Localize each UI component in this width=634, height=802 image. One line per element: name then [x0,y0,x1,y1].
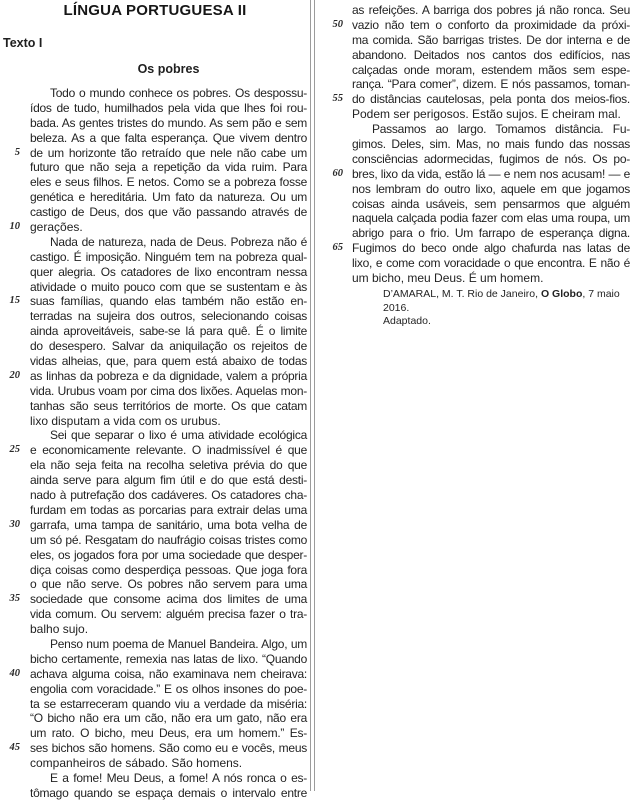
line-text: as linhas da pobreza e da dignidade, valem a própria [30,368,307,383]
line-text: o que não serve. Os pobres não servem para uma [30,577,307,592]
line-number [0,250,20,265]
line-number [0,116,20,131]
citation-source: O Globo [540,288,583,300]
text-line [0,488,310,503]
line-text: nado à putrefação dos cadáveres. Os catadores cha- [30,488,307,503]
line-number [0,414,20,429]
line-number [0,577,20,592]
line-number [0,533,20,548]
text-line [0,741,310,756]
text-line [0,682,310,697]
text-line [0,235,310,250]
line-number [0,711,20,726]
text-line [0,86,310,101]
line-text: bicho certamente, remexia nas latas de lixo. “Quando [30,651,307,666]
text-line [317,3,630,18]
line-number [0,682,20,697]
line-text: lixo, e come com voracidade o que encontra. E não é [352,256,630,271]
line-text: diça coisas como desperdiça pessoas. Que joga fora [30,562,307,577]
left-column [0,86,310,801]
line-text: as refeições. A barriga dos pobres já não ronca. Seu [352,3,630,17]
line-text: terradas na sujeira dos outros, selecionando coisas [30,309,307,324]
line-text: bada. As gentes tristes do mundo. As sem pão e sem [30,115,307,130]
line-text: Podem ser perigosos. Estão sujos. E cheiram mal. [352,107,621,122]
text-line [0,220,310,235]
line-text: companheiros de sábado. São homens. [30,756,243,771]
text-line [0,175,310,190]
text-line [0,354,310,369]
line-number: 60 [332,167,343,179]
line-text: rança. “Para comer”, dizem. E nós passamos, toman- [352,77,630,92]
line-number [317,122,343,137]
line-text: bres, lixo da vida, estão lá — e nem nos acusam! — e [352,166,630,181]
text-line [317,167,630,182]
line-text: um bicho, meu Deus. É um homem. [352,271,544,286]
line-number: 25 [9,444,20,456]
citation-date: , 7 maio 2016. [383,288,620,314]
line-text: ta se estarreceram quando viu a verdade da miséria: [30,696,307,711]
line-text: atividade o muito pouco com que se sustentam e às [30,279,307,294]
line-text: naquela calçada podia fazer com elas uma roupa, um [352,211,630,226]
text-line [0,280,310,295]
line-text: Penso num poema de Manuel Bandeira. Algo, um [50,636,307,651]
line-text: Sei que separar o lixo é uma atividade ecológica [50,428,307,443]
text-line [317,107,630,122]
line-number [317,77,343,92]
line-number: 35 [9,593,20,605]
line-text: ma comida. São barrigas tristes. De dor interna e de [352,32,630,47]
line-text: vidas alheias, que, para quem está abaixo de todas [30,354,307,369]
line-number: 55 [332,93,343,105]
line-number [0,190,20,205]
line-number: 30 [9,518,20,530]
text-line [0,756,310,771]
text-line [0,339,310,354]
text-title: Os pobres [137,62,200,76]
line-number [0,563,20,578]
line-text: abandono. Deitados nos cantos dos edifícios, nas [352,47,630,62]
line-text: coisas ainda usáveis, sem pensarmos que alguém [352,196,630,211]
line-text: ainda aproveitáveis, sabe-se lá para quê. É o limite [30,324,307,339]
line-text: lixo disputam a vida com os urubus. [30,413,221,428]
line-text: tômago quando se espaça demais o intervalo entre [30,785,307,800]
line-text: genética e hereditária. Um fato da natureza. Ou um [30,190,307,205]
line-number [0,503,20,518]
line-number [0,771,20,786]
line-number [0,354,20,369]
line-number [317,271,343,286]
text-line [0,116,310,131]
text-line [0,190,310,205]
line-number [317,137,343,152]
line-text: um só pé. Resgatam do naufrágio coisas tristes como [30,532,307,547]
line-text: E a fome! Meu Deus, a fome! A nós ronca o es- [50,770,307,785]
text-line [0,533,310,548]
line-text: um rato. O bicho, meu Deus, era um homem.” Es- [30,726,307,741]
line-text: do distâncias cautelosas, pela ponta dos meios-fios. [352,92,630,107]
line-number [0,86,20,101]
text-line [0,428,310,443]
line-text: balho sujo. [30,622,89,637]
text-line [0,309,310,324]
text-line [0,548,310,563]
line-text: Fugimos do beco onde algo chafurda nas latas de [352,241,630,256]
text-line [0,518,310,533]
line-text: eles e seus filhos. E netos. Como se a pobreza fosse [30,175,307,190]
text-line [0,473,310,488]
line-number: 50 [332,18,343,30]
line-number [317,152,343,167]
text-line [317,241,630,256]
line-number [0,160,20,175]
text-line [0,711,310,726]
text-line [0,101,310,116]
text-line [317,211,630,226]
line-text: achava alguma coisa, não examinava nem cheirava: [30,666,307,681]
line-number [0,548,20,563]
line-text: castigo de Deus, dos que vão passando através de [30,205,307,220]
line-text: eles, os jogados fora por uma sociedade que desper- [30,547,307,562]
line-number: 10 [9,221,20,233]
citation-adapted: Adaptado. [383,315,431,327]
line-number [0,607,20,622]
text-line [0,592,310,607]
text-line [0,577,310,592]
text-line [0,324,310,339]
text-line [317,182,630,197]
column-divider [310,0,315,791]
line-text: futuro que não seja a repetição da vida ruim. Para [30,160,307,175]
text-line [0,205,310,220]
text-line [0,131,310,146]
text-line [0,607,310,622]
line-number [0,399,20,414]
text-line [317,226,630,241]
line-number: 15 [9,295,20,307]
line-text: ídos de tudo, humilhados pela vida que lhes foi rou- [30,100,307,115]
line-text: vazio não tem o conforto da proximidade da próxi- [352,17,630,32]
text-line [317,256,630,271]
line-number [0,622,20,637]
line-number [0,458,20,473]
text-line [317,63,630,78]
line-number [0,473,20,488]
line-number [0,652,20,667]
text-line [0,250,310,265]
text-line [0,652,310,667]
line-number [0,235,20,250]
line-text: de um horizonte tão retraído que nele não cabe um [30,145,307,160]
line-text: garrafa, uma tampa de sanitário, uma bota velha de [30,517,307,532]
line-number [0,726,20,741]
line-text: suas famílias, quando elas também não estão en- [30,294,307,309]
text-line [0,697,310,712]
line-text: Nada de natureza, nada de Deus. Pobreza não é [50,234,307,249]
text-line [317,92,630,107]
line-number [0,205,20,220]
text-line [317,122,630,137]
line-text: vida. Urubus voam por cima dos lixões. Aquelas mon- [30,383,307,398]
line-text: gerações. [30,220,83,235]
line-text: sociedade que consome acima dos limites de uma [30,592,307,607]
text-line [317,18,630,33]
line-number: 40 [9,667,20,679]
text-line [0,369,310,384]
text-line [317,197,630,212]
line-text: tanhas são seus territórios de morte. Os que catam [30,398,307,413]
line-number [0,175,20,190]
line-text: do desespero. Salvar da aniquilação os rejeitos de [30,339,307,354]
line-text: abrigo para o frio. Um farrapo de esperança digna. [352,226,630,241]
line-number [0,697,20,712]
line-number [317,182,343,197]
line-number [317,211,343,226]
text-line [0,443,310,458]
line-number [0,637,20,652]
line-number [0,428,20,443]
section-label: Texto I [3,36,43,50]
line-text: nos lembram do outro lixo, aquele em que jogamos [352,181,630,196]
line-text: calçadas onde moram, estendem mãos sem espe- [352,62,630,77]
line-text: castigo. É imposição. Ninguém tem na pobreza qual- [30,249,307,264]
line-text: engolia com voracidade.” E os olhos insones do poe- [30,681,307,696]
line-text: Todo o mundo conhece os pobres. Os despossu- [50,86,307,100]
line-number [317,107,343,122]
text-line [0,399,310,414]
text-line [0,503,310,518]
line-text: vida comum. Ou servem: alguém precisa fazer o tra- [30,607,307,622]
text-line [0,726,310,741]
citation [383,288,633,329]
line-text: furdam em todas as porcarias para extrair delas uma [30,502,307,517]
text-line [0,265,310,280]
line-text: beleza. As a que falta esperança. Que vivem dentro [30,130,307,145]
line-number [0,339,20,354]
page-title: LÍNGUA PORTUGUESA II [63,2,247,19]
text-line [0,637,310,652]
text-line [0,294,310,309]
line-text: consciências adormecidas, fugimos de nós. Os po- [352,151,630,166]
line-number [0,131,20,146]
line-text: e economicamente relevante. O inadmissível é que [30,443,307,458]
right-column [317,3,630,286]
text-line [0,458,310,473]
text-line [0,667,310,682]
text-line [317,271,630,286]
line-number [0,384,20,399]
line-number [317,48,343,63]
citation-author: D’AMARAL, M. T. Rio de Janeiro, [383,288,541,300]
line-text: Passamos ao largo. Tomamos distância. Fu- [372,122,630,137]
line-text: ainda serve para algum fim útil e do que está desti- [30,473,307,488]
line-number [0,309,20,324]
text-line [317,152,630,167]
line-number [0,324,20,339]
text-line [317,77,630,92]
text-line [0,414,310,429]
line-number [0,756,20,771]
line-number [317,197,343,212]
text-line [0,771,310,786]
line-number [317,3,343,18]
line-number [0,101,20,116]
line-number: 20 [9,369,20,381]
line-text: quer alegria. Os catadores de lixo encontram nessa [30,264,307,279]
line-text: gimos. Deles, sim. Mas, no mais fundo das nossas [352,137,630,152]
line-text: ela não seja feita na recolha seletiva prévia do que [30,458,307,473]
line-number: 65 [332,242,343,254]
text-line [0,160,310,175]
text-line [0,563,310,578]
text-line [317,48,630,63]
line-number [0,280,20,295]
line-text: “O bicho não era um cão, não era um gato, não era [30,711,307,726]
text-line [0,384,310,399]
text-line [0,622,310,637]
line-number [317,33,343,48]
line-number [317,63,343,78]
text-line [317,33,630,48]
line-number [0,786,20,801]
line-number [0,488,20,503]
text-line [0,786,310,801]
line-number [0,265,20,280]
line-text: ses bichos são homens. São como eu e vocês, meus [30,741,307,756]
line-number: 45 [9,742,20,754]
line-number: 5 [14,146,20,158]
text-line [317,137,630,152]
line-number [317,226,343,241]
text-line [0,146,310,161]
line-number [317,256,343,271]
